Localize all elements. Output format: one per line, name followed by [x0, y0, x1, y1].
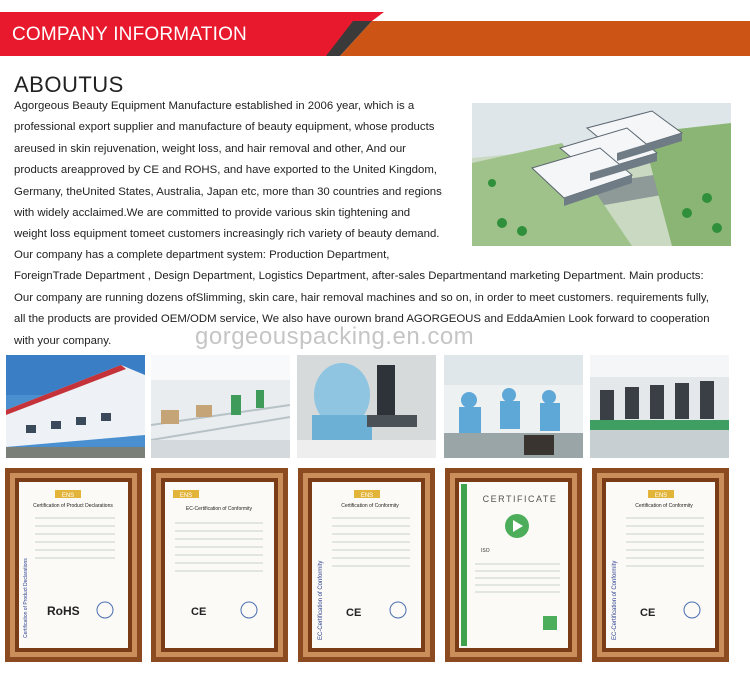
rohs-mark: RoHS: [47, 604, 80, 618]
about-line: areused in skin rejuvenation, weight loss, and hair removal and other, And our: [14, 142, 406, 155]
cert-title: Certification of Conformity: [341, 503, 399, 509]
cert-title: CERTIFICATE: [482, 494, 558, 504]
cert-logo: ENS: [61, 493, 75, 499]
about-line: all the products are provided OEM/ODM service, We also have ourown brand AGORGEOUS and EddaAmien Look forward to cooperation: [14, 313, 710, 326]
cert-title: Certification of Product Declarations: [33, 503, 113, 509]
factory-aerial-photo: [472, 103, 731, 246]
about-line: Our company are running dozens ofSlimming, skin care, hair removal machines and so on, in order to meet customers. requirements fully,: [14, 291, 709, 304]
cert-side-text: EC-Certification of Conformity: [318, 560, 324, 640]
cert-side-text: Certification of Product Declarations: [23, 558, 29, 638]
about-line: weight loss equipment tomeet customers increasingly rich variety of beauty demand.: [14, 228, 440, 241]
about-line: ForeignTrade Department , Design Department, Logistics Department, after-sales Departmentand marketing Department. Main products:: [14, 270, 704, 283]
about-paragraph-1: [14, 96, 454, 246]
factory-building-photo: [6, 355, 145, 458]
certificate-ec-conformity-2: [298, 468, 435, 662]
cert-logo: ENS: [179, 493, 193, 499]
about-line: with widely acclaimed.We are committed to provide various skin tightening and: [14, 207, 411, 220]
cert-logo: ENS: [654, 493, 668, 499]
testing-station-photo: [590, 355, 729, 458]
cert-side-text: EC-Certification of Conformity: [612, 560, 618, 640]
certificate-ec-conformity-1: [151, 468, 288, 662]
banner-title: COMPANY INFORMATION: [12, 24, 247, 45]
iso-mark: ISO: [481, 548, 490, 554]
about-line: products areapproved by CE and ROHS, and have exported to the United Kingdom,: [14, 164, 437, 177]
about-line: Germany, theUnited States, Australia, Japan etc, more than 30 countries and regions: [14, 185, 442, 198]
about-us-heading: ABOUTUS: [14, 72, 124, 97]
microscope-lab-photo: [297, 355, 436, 458]
cert-logo: ENS: [360, 493, 374, 499]
certificate-ec-conformity-3: [592, 468, 729, 662]
about-line: Our company has a complete department system: Production Department,: [14, 249, 390, 261]
ce-mark: CE: [191, 606, 207, 618]
ce-mark: CE: [346, 607, 362, 619]
about-line: with your company.: [14, 334, 112, 347]
company-info-banner: [0, 12, 750, 56]
certificate-rohs: [5, 468, 142, 662]
cert-title: Certification of Conformity: [635, 503, 693, 509]
about-line: professional export supplier and manufacture of beauty equipment, whose products: [14, 121, 435, 134]
assembly-line-photo: [151, 355, 290, 458]
production-workers-photo: [444, 355, 583, 458]
iaf-badge-icon: [543, 616, 557, 630]
certificate-iso: [445, 468, 582, 662]
watermark-text: gorgeouspacking.en.com: [195, 323, 475, 350]
ce-mark: CE: [640, 607, 656, 619]
about-line: Agorgeous Beauty Equipment Manufacture established in 2006 year, which is a: [14, 100, 415, 112]
cert-title: EC-Certification of Conformity: [185, 506, 253, 512]
